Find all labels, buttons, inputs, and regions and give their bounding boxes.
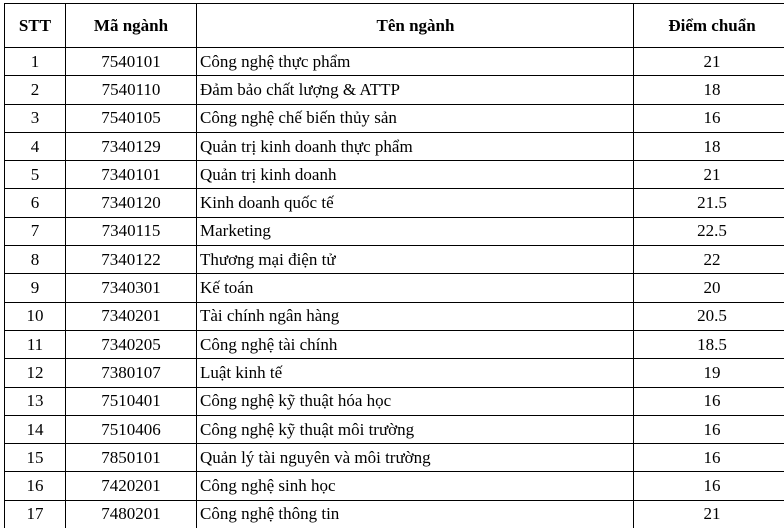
cell-cutoff-score: 16 xyxy=(634,415,784,443)
cell-major-name: Công nghệ chế biến thủy sản xyxy=(197,104,634,132)
cell-major-name: Quản trị kinh doanh thực phẩm xyxy=(197,132,634,160)
cell-major-code: 7540105 xyxy=(66,104,197,132)
cell-major-code: 7510406 xyxy=(66,415,197,443)
header-cutoff-score: Điểm chuẩn xyxy=(634,4,784,48)
table-row xyxy=(5,189,784,217)
cell-stt: 9 xyxy=(5,274,66,302)
cell-cutoff-score: 22.5 xyxy=(634,217,784,245)
cell-major-code: 7340120 xyxy=(66,189,197,217)
cell-stt: 8 xyxy=(5,246,66,274)
table-row xyxy=(5,161,784,189)
cell-major-code: 7380107 xyxy=(66,359,197,387)
table-row xyxy=(5,500,784,528)
cell-stt: 14 xyxy=(5,415,66,443)
cell-major-code: 7420201 xyxy=(66,472,197,500)
cell-stt: 5 xyxy=(5,161,66,189)
cell-major-code: 7340205 xyxy=(66,330,197,358)
cell-cutoff-score: 21 xyxy=(634,48,784,76)
table-row xyxy=(5,217,784,245)
cell-cutoff-score: 16 xyxy=(634,387,784,415)
cell-major-name: Thương mại điện tử xyxy=(197,246,634,274)
cell-major-name: Công nghệ kỹ thuật môi trường xyxy=(197,415,634,443)
cell-stt: 12 xyxy=(5,359,66,387)
cell-major-code: 7340115 xyxy=(66,217,197,245)
table-row xyxy=(5,330,784,358)
cell-major-name: Kinh doanh quốc tế xyxy=(197,189,634,217)
table-row xyxy=(5,104,784,132)
cell-cutoff-score: 16 xyxy=(634,444,784,472)
cell-major-code: 7540110 xyxy=(66,76,197,104)
cell-major-name: Kế toán xyxy=(197,274,634,302)
cell-cutoff-score: 22 xyxy=(634,246,784,274)
cell-major-code: 7480201 xyxy=(66,500,197,528)
cell-cutoff-score: 18 xyxy=(634,132,784,160)
cell-major-code: 7340129 xyxy=(66,132,197,160)
table-row xyxy=(5,472,784,500)
table-row xyxy=(5,132,784,160)
cell-stt: 6 xyxy=(5,189,66,217)
cell-cutoff-score: 20.5 xyxy=(634,302,784,330)
table-row xyxy=(5,415,784,443)
header-major-name: Tên ngành xyxy=(197,4,634,48)
admission-scores-table xyxy=(4,3,784,528)
cell-cutoff-score: 16 xyxy=(634,104,784,132)
cell-major-name: Marketing xyxy=(197,217,634,245)
cell-major-code: 7340122 xyxy=(66,246,197,274)
header-major-code: Mã ngành xyxy=(66,4,197,48)
cell-major-name: Công nghệ tài chính xyxy=(197,330,634,358)
table-row xyxy=(5,48,784,76)
cell-cutoff-score: 18 xyxy=(634,76,784,104)
cell-major-name: Tài chính ngân hàng xyxy=(197,302,634,330)
cell-major-name: Công nghệ thông tin xyxy=(197,500,634,528)
header-stt: STT xyxy=(5,4,66,48)
cell-major-name: Công nghệ thực phẩm xyxy=(197,48,634,76)
cell-stt: 16 xyxy=(5,472,66,500)
cell-stt: 4 xyxy=(5,132,66,160)
cell-cutoff-score: 20 xyxy=(634,274,784,302)
cell-stt: 1 xyxy=(5,48,66,76)
cell-stt: 2 xyxy=(5,76,66,104)
cell-major-code: 7340101 xyxy=(66,161,197,189)
table-row xyxy=(5,387,784,415)
cell-major-code: 7340201 xyxy=(66,302,197,330)
table-row xyxy=(5,76,784,104)
table-row xyxy=(5,359,784,387)
cell-major-name: Quản trị kinh doanh xyxy=(197,161,634,189)
cell-cutoff-score: 21 xyxy=(634,161,784,189)
cell-stt: 3 xyxy=(5,104,66,132)
cell-major-code: 7340301 xyxy=(66,274,197,302)
cell-major-name: Luật kinh tế xyxy=(197,359,634,387)
cell-major-code: 7540101 xyxy=(66,48,197,76)
cell-stt: 13 xyxy=(5,387,66,415)
cell-stt: 7 xyxy=(5,217,66,245)
cell-stt: 17 xyxy=(5,500,66,528)
cell-major-code: 7510401 xyxy=(66,387,197,415)
cell-major-name: Quản lý tài nguyên và môi trường xyxy=(197,444,634,472)
cell-cutoff-score: 16 xyxy=(634,472,784,500)
cell-major-code: 7850101 xyxy=(66,444,197,472)
table-row xyxy=(5,274,784,302)
cell-cutoff-score: 19 xyxy=(634,359,784,387)
cell-cutoff-score: 18.5 xyxy=(634,330,784,358)
cell-cutoff-score: 21.5 xyxy=(634,189,784,217)
table-row xyxy=(5,444,784,472)
cell-major-name: Công nghệ kỹ thuật hóa học xyxy=(197,387,634,415)
cell-major-name: Công nghệ sinh học xyxy=(197,472,634,500)
cell-stt: 15 xyxy=(5,444,66,472)
cell-major-name: Đảm bảo chất lượng & ATTP xyxy=(197,76,634,104)
cell-cutoff-score: 21 xyxy=(634,500,784,528)
cell-stt: 10 xyxy=(5,302,66,330)
table-header-row xyxy=(5,4,784,48)
table-row xyxy=(5,246,784,274)
cell-stt: 11 xyxy=(5,330,66,358)
table-row xyxy=(5,302,784,330)
